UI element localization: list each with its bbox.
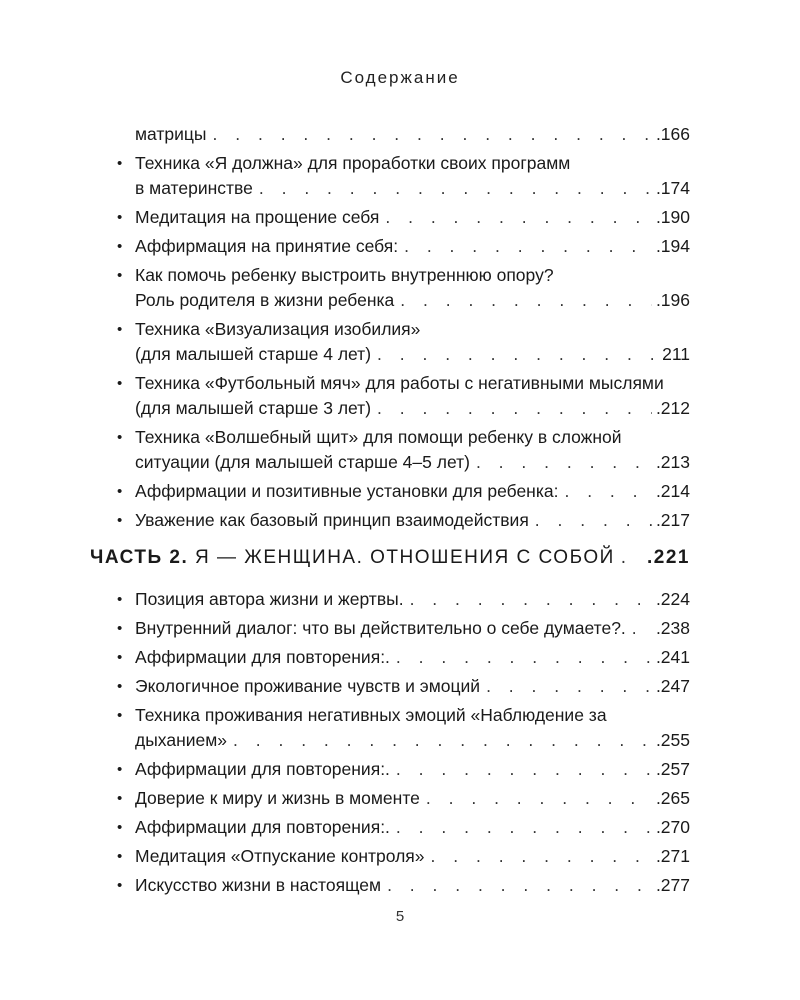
- toc-entry-page-number: .238: [655, 618, 690, 638]
- toc-entry-title: Аффирмация на принятие себя:: [135, 236, 399, 256]
- toc-entry-title-line: Техника «Я должна» для проработки своих программ: [135, 153, 571, 173]
- toc-entry-page-number: .196: [655, 290, 690, 310]
- toc-entry[interactable]: [90, 317, 690, 367]
- toc-entry[interactable]: [90, 425, 690, 475]
- toc-entry-page-number: .271: [655, 846, 690, 866]
- toc-entry-page-number: .212: [655, 398, 690, 418]
- dot-leader: [233, 728, 652, 753]
- toc-entry-title: в материнстве: [135, 178, 253, 198]
- dot-leader: [213, 122, 652, 147]
- toc-entry[interactable]: [90, 122, 690, 147]
- part-label: ЧАСТЬ 2.: [90, 547, 189, 568]
- toc-entry-title: Аффирмации для повторения:.: [135, 647, 390, 667]
- toc-entry-title: дыханием»: [135, 730, 228, 750]
- toc-entry-page-number: .270: [655, 817, 690, 837]
- dot-leader: [385, 205, 652, 230]
- toc-entry-leader-line: [135, 757, 690, 782]
- bullet-icon: •: [117, 761, 123, 778]
- dot-leader: [377, 396, 652, 421]
- toc-entry-leader-line: [135, 176, 690, 201]
- toc-entry[interactable]: [90, 508, 690, 533]
- dot-leader: [410, 587, 652, 612]
- dot-leader: [396, 645, 652, 670]
- toc-entry-leader-line: [135, 508, 690, 533]
- bullet-icon: •: [117, 375, 123, 392]
- bullet-icon: •: [117, 429, 123, 446]
- toc-entry-leader-line: [135, 728, 690, 753]
- toc-entry-leader-line: [135, 873, 690, 898]
- bullet-icon: •: [117, 649, 123, 666]
- toc-entry-title: Позиция автора жизни и жертвы.: [135, 589, 404, 609]
- toc-entry[interactable]: [90, 587, 690, 612]
- toc-entry-title: ситуации (для малышей старше 4–5 лет): [135, 452, 470, 472]
- toc-group-part-1-continued: [90, 122, 690, 533]
- toc-entry-page-number: .217: [655, 510, 690, 530]
- running-head: Содержание: [340, 68, 460, 87]
- toc-entry-leader-line: [135, 674, 690, 699]
- dot-leader: [632, 616, 652, 641]
- dot-leader: [396, 815, 652, 840]
- dot-leader: [476, 450, 652, 475]
- toc-entry-leader-line: [135, 479, 690, 504]
- toc-entry-leader-line: [135, 786, 690, 811]
- toc-entry[interactable]: [90, 263, 690, 313]
- toc-entry[interactable]: [90, 151, 690, 201]
- toc-entry-page-number: .277: [655, 875, 690, 895]
- bullet-icon: •: [117, 877, 123, 894]
- bullet-icon: •: [117, 591, 123, 608]
- toc-entry-leader-line: [135, 205, 690, 230]
- toc-entry-title-line: Техника «Визуализация изобилия»: [135, 319, 421, 339]
- dot-leader: [486, 674, 652, 699]
- toc-entry[interactable]: [90, 873, 690, 898]
- toc-entry-page-number: .194: [655, 236, 690, 256]
- bullet-icon: •: [117, 512, 123, 529]
- toc-entry-title: (для малышей старше 3 лет): [135, 398, 372, 418]
- toc-entry-page-number: .190: [655, 207, 690, 227]
- toc-entry-page-number: .257: [655, 759, 690, 779]
- toc-entry-leader-line: [135, 234, 690, 259]
- toc-entry-leader-line: [135, 587, 690, 612]
- toc-entry-title: Экологичное проживание чувств и эмоций: [135, 676, 481, 696]
- toc-entry-leader-line: [135, 396, 690, 421]
- dot-leader: [535, 508, 652, 533]
- toc-entry[interactable]: [90, 479, 690, 504]
- toc-entry-leader-line: [135, 342, 690, 367]
- dot-leader: [431, 844, 652, 869]
- toc-entry-title-line: Техника «Футбольный мяч» для работы с негативными мыслями: [135, 373, 664, 393]
- toc-entry[interactable]: [90, 786, 690, 811]
- toc-entry-page-number: .166: [655, 124, 690, 144]
- toc-entry-title: Внутренний диалог: что вы действительно о себе думаете?.: [135, 618, 626, 638]
- toc-entry-title: Доверие к миру и жизнь в моменте: [135, 788, 420, 808]
- bullet-icon: •: [117, 155, 123, 172]
- toc-entry[interactable]: [90, 703, 690, 753]
- dot-leader: [377, 342, 658, 367]
- toc-entry[interactable]: [90, 844, 690, 869]
- toc-entry-page-number: .174: [655, 178, 690, 198]
- page-number: 5: [395, 908, 405, 925]
- toc-entry-page-number: .247: [655, 676, 690, 696]
- toc-entry[interactable]: [90, 645, 690, 670]
- dot-leader: [396, 757, 652, 782]
- dot-leader: [400, 288, 652, 313]
- bullet-icon: •: [117, 790, 123, 807]
- dot-leader: [426, 786, 652, 811]
- dot-leader: [259, 176, 652, 201]
- toc-entry[interactable]: [90, 205, 690, 230]
- table-of-contents: [90, 122, 690, 902]
- toc-entry-page-number: .213: [655, 452, 690, 472]
- toc-entry-title: Медитация «Отпускание контроля»: [135, 846, 425, 866]
- toc-entry[interactable]: [90, 674, 690, 699]
- toc-entry-leader-line: [135, 616, 690, 641]
- toc-entry-page-number: .255: [655, 730, 690, 750]
- toc-entry-leader-line: [135, 288, 690, 313]
- toc-entry[interactable]: [90, 815, 690, 840]
- toc-entry-title: Аффирмации и позитивные установки для ребенка:: [135, 481, 559, 501]
- bullet-icon: •: [117, 209, 123, 226]
- bullet-icon: •: [117, 707, 123, 724]
- part-title: [90, 545, 615, 571]
- dot-leader: [404, 234, 652, 259]
- toc-entry-leader-line: [135, 815, 690, 840]
- dot-leader: [387, 873, 652, 898]
- toc-entry-leader-line: [135, 122, 690, 147]
- toc-entry-title: Роль родителя в жизни ребенка: [135, 290, 395, 310]
- toc-entry-page-number: .265: [655, 788, 690, 808]
- bullet-icon: •: [117, 267, 123, 284]
- toc-entry-page-number: .214: [655, 481, 690, 501]
- dot-leader: [621, 545, 643, 571]
- part-name: Я — ЖЕНЩИНА. ОТНОШЕНИЯ С СОБОЙ: [195, 547, 615, 568]
- dot-leader: [564, 479, 651, 504]
- toc-entry-title: Медитация на прощение себя: [135, 207, 380, 227]
- toc-entry-page-number: .224: [655, 589, 690, 609]
- bullet-icon: •: [117, 678, 123, 695]
- toc-entry[interactable]: [90, 234, 690, 259]
- toc-entry-page-number: .241: [655, 647, 690, 667]
- bullet-icon: •: [117, 483, 123, 500]
- toc-entry-leader-line: [135, 844, 690, 869]
- toc-entry[interactable]: [90, 757, 690, 782]
- toc-entry-title-line: Техника проживания негативных эмоций «Наблюдение за: [135, 705, 607, 725]
- toc-entry-title: Искусство жизни в настоящем: [135, 875, 382, 895]
- toc-entry-title-line: Как помочь ребенку выстроить внутреннюю опору?: [135, 265, 554, 285]
- toc-entry-leader-line: [135, 450, 690, 475]
- toc-entry[interactable]: [90, 616, 690, 641]
- bullet-icon: •: [117, 819, 123, 836]
- toc-entry-leader-line: [135, 645, 690, 670]
- part-page-number: .221: [647, 547, 690, 568]
- bullet-icon: •: [117, 238, 123, 255]
- toc-entry-title-line: Техника «Волшебный щит» для помощи ребенку в сложной: [135, 427, 622, 447]
- toc-part-heading[interactable]: [90, 545, 690, 571]
- bullet-icon: •: [117, 848, 123, 865]
- bullet-icon: •: [117, 321, 123, 338]
- toc-entry-page-number: 211: [662, 344, 690, 364]
- toc-entry-title: (для малышей старше 4 лет): [135, 344, 372, 364]
- toc-entry-title: Аффирмации для повторения:.: [135, 817, 390, 837]
- toc-entry-title: Аффирмации для повторения:.: [135, 759, 390, 779]
- bullet-icon: •: [117, 620, 123, 637]
- toc-entry-title: Уважение как базовый принцип взаимодействия: [135, 510, 529, 530]
- toc-group-part-2: [90, 587, 690, 898]
- toc-entry[interactable]: [90, 371, 690, 421]
- toc-entry-title: матрицы: [135, 124, 207, 144]
